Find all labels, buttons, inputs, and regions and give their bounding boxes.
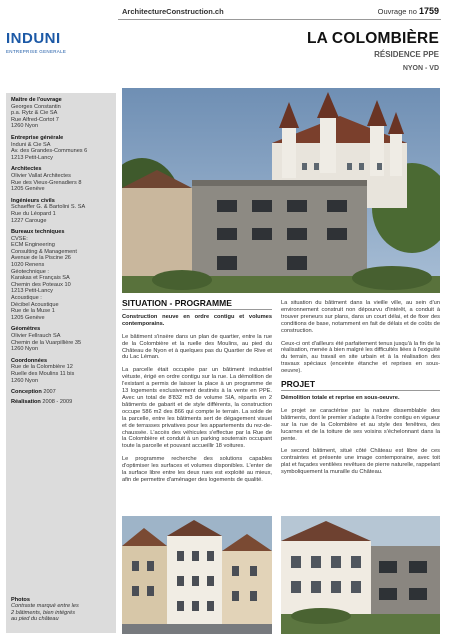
projet-paragraph-2: Le second bâtiment, situé côté Château est libre de ces contraintes et présente une image contemporaine, avec toit plat et façades ventilées revêtues de pierre naturelle, rappelant symboliquement la muraille du Château. (281, 448, 440, 476)
credit-line: Induni & Cie SA (11, 141, 51, 148)
photo-caption-line-3: au pied du château (11, 616, 59, 623)
credit-line: 1213 Petit-Lancy (11, 288, 53, 295)
title-sub: RÉSIDENCE PPE (374, 50, 439, 59)
credit-section-title: Maître de l'ouvrage (11, 97, 62, 103)
credit-line: 1260 Nyon (11, 123, 39, 130)
credit-section-title: Coordonnées (11, 357, 48, 364)
credit-section (11, 198, 111, 224)
project-title (307, 30, 439, 72)
credit-section (11, 135, 111, 161)
issue-label: Ouvrage no (377, 7, 417, 16)
credit-line: Olivier Fellrauch SA (11, 333, 61, 339)
conception-row (11, 389, 111, 395)
credit-line: Schaeffer G. & Bartolini S. SA (11, 204, 86, 211)
credit-line: p.a. Rytz & Cie SA (11, 110, 58, 117)
photo-caption (11, 597, 79, 623)
credit-section-title: Géomètres (11, 326, 41, 333)
conception-value: 2007 (43, 389, 56, 396)
realisation-row (11, 399, 111, 405)
projet-paragraph-1: Le projet se caractérise par la nature dissemblable des bâtiments, dont le premier s'adapte à l'ordre contigu en vigueur sur la rue de la Colombière et au style des fenêtres, des lucarnes et de la toiture de ses voisins s'échelonnant dans la pente. (281, 407, 440, 442)
credit-line: 1260 Nyon (11, 377, 39, 384)
credit-section-title: Ingénieurs civils (11, 197, 55, 204)
situation-paragraph-5: Ceux-ci ont d'ailleurs été parfaitement tenus jusqu'à la fin de la réalisation, menée à bien malgré les difficultés liées à l'exiguïté du terrain, au travail en site urbain et à la réalisation des travaux spéciaux (enceinte étanche et reprises en sous-oeuvre). (281, 340, 440, 375)
credit-section (11, 326, 111, 352)
realisation-value: 2008 - 2009 (42, 399, 73, 406)
article-column-left (122, 300, 272, 490)
credit-line: Rue des Vieux-Grenadiers 8 (11, 179, 82, 186)
photo-street-view (122, 516, 272, 634)
projet-lead: Démolition totale et reprise en sous-oeuvre. (281, 394, 400, 401)
credit-line: Av. des Grandes-Communes 6 (11, 148, 88, 155)
situation-paragraph-4: La situation du bâtiment dans la vieille ville, au sein d'un environnement construit non dépourvu d'intérêt, a conduit à trouver preneurs sur plans, dans un court délai, et de fixer des conditions de base, notamment en fait de délais et de coûts de construction. (281, 300, 440, 334)
photo-caption-line-1: Contraste marqué entre les (11, 603, 79, 610)
credit-line: Rue Alfred-Cortot 7 (11, 116, 59, 123)
credit-line: 1227 Carouge (11, 217, 47, 224)
credit-section-title: Architectes (11, 166, 42, 173)
credit-line: 1205 Genève (11, 314, 45, 321)
credit-line: Karakas et Français SA (11, 275, 70, 282)
credit-section (11, 229, 111, 321)
situation-paragraph-2: La parcelle était occupée par un bâtiment industriel vétuste, érigé en ordre contigu sur la rue. La démolition de l'existant a permis de laisser la place à un programme de 13 logements exclusivement destinés à la vente en PPE. Avec un total de 8'832 m3 de volume SIA, répartis en 2 bâtiments de gabarit et de style différents, la construction occupe 586 m2 des 866 qui compte le terrain. La solde de la parcelle, entre les bâtiments sert de dégagement visuel et de terrasses privatives pour les appartements du rez-de-chaussée. L'accès des véhicules s'effectue par la Rue de la Colombière et conduit à un parking souterrain occupant toute la parcelle et pouvant accueillir 18 voitures. (122, 367, 272, 450)
conception-label: Conception (11, 389, 42, 396)
situation-heading: SITUATION - PROGRAMME (122, 300, 272, 310)
photo-courtyard-view (281, 516, 440, 634)
credit-line: Rue de la Muse 1 (11, 308, 55, 315)
issue-number (378, 6, 439, 16)
credits-list (11, 97, 111, 384)
credit-line: Décibel Acoustique (11, 301, 59, 308)
situation-lead: Construction neuve en ordre contigu et volumes contemporains. (122, 313, 272, 327)
credit-section (11, 97, 111, 130)
site-name: ArchitectureConstruction.ch (122, 7, 224, 16)
credit-line: Georges Constantin (11, 103, 61, 110)
credit-line: CVSE: (11, 235, 28, 242)
credit-section (11, 358, 111, 384)
credit-line: 1205 Genève (11, 186, 45, 193)
issue-value: 1759 (418, 6, 439, 16)
credit-line: Rue du Léopard 1 (11, 210, 56, 217)
logo-tagline: ENTREPRISE GENERALE (6, 49, 67, 54)
courtyard-photo-illustration (281, 516, 440, 634)
credit-line: Chemin des Poteaux 10 (11, 281, 71, 288)
situation-paragraph-1: Le bâtiment s'insère dans un plan de quartier, entre la rue de la Colombière et la ruelle des Moulins, au pied du Château de Nyon et à quelques pas du Quartier de Rive et du Lac Léman. (122, 333, 272, 361)
credit-line: Acoustique : (11, 295, 42, 302)
credit-line: Ruelle des Moulins 11 bis (11, 370, 75, 377)
induni-logo (6, 30, 106, 70)
photo-caption-head: Photos (11, 596, 30, 603)
credit-line: Chemin de la Vuarpillière 35 (11, 339, 82, 346)
credit-line: Olivier Vallat Architectes (11, 172, 71, 179)
title-location: NYON - VD (402, 65, 439, 72)
credit-line: Consulting & Management (11, 248, 77, 255)
credit-line: 1260 Nyon (11, 346, 39, 353)
credits-sidebar (6, 93, 116, 633)
hero-photo (122, 88, 440, 293)
photo-caption-line-2: 2 bâtiments, bien intégrés (11, 609, 76, 616)
title-main: LA COLOMBIÈRE (306, 30, 439, 47)
header-divider (118, 19, 441, 20)
credit-section-title: Entreprise générale (11, 134, 64, 141)
projet-heading: PROJET (281, 381, 440, 391)
credit-line: ECM Engineering (11, 242, 55, 249)
credit-section (11, 166, 111, 192)
credit-line: Avenue de la Piscine 26 (11, 255, 71, 262)
credit-section-title: Bureaux techniques (11, 229, 65, 236)
hero-photo-illustration (122, 88, 440, 293)
credit-line: Géotechnique : (11, 268, 49, 275)
page-header (0, 0, 451, 22)
logo-wordmark: INDUNI (6, 30, 61, 47)
credit-line: 1213 Petit-Lancy (11, 154, 53, 161)
street-photo-illustration (122, 516, 272, 634)
realisation-label: Réalisation (11, 399, 41, 406)
situation-paragraph-3: Le programme recherche des solutions capables d'optimiser les surfaces et volumes disponibles. L'enter de la surface libre entre les deux rues est exploité au mieux, afin de permettre d'aménager des logements de qualité. (122, 456, 272, 483)
article-column-right (281, 300, 440, 482)
credit-line: Rue de la Colombière 12 (11, 364, 73, 371)
credit-line: 1020 Renens (11, 262, 45, 269)
